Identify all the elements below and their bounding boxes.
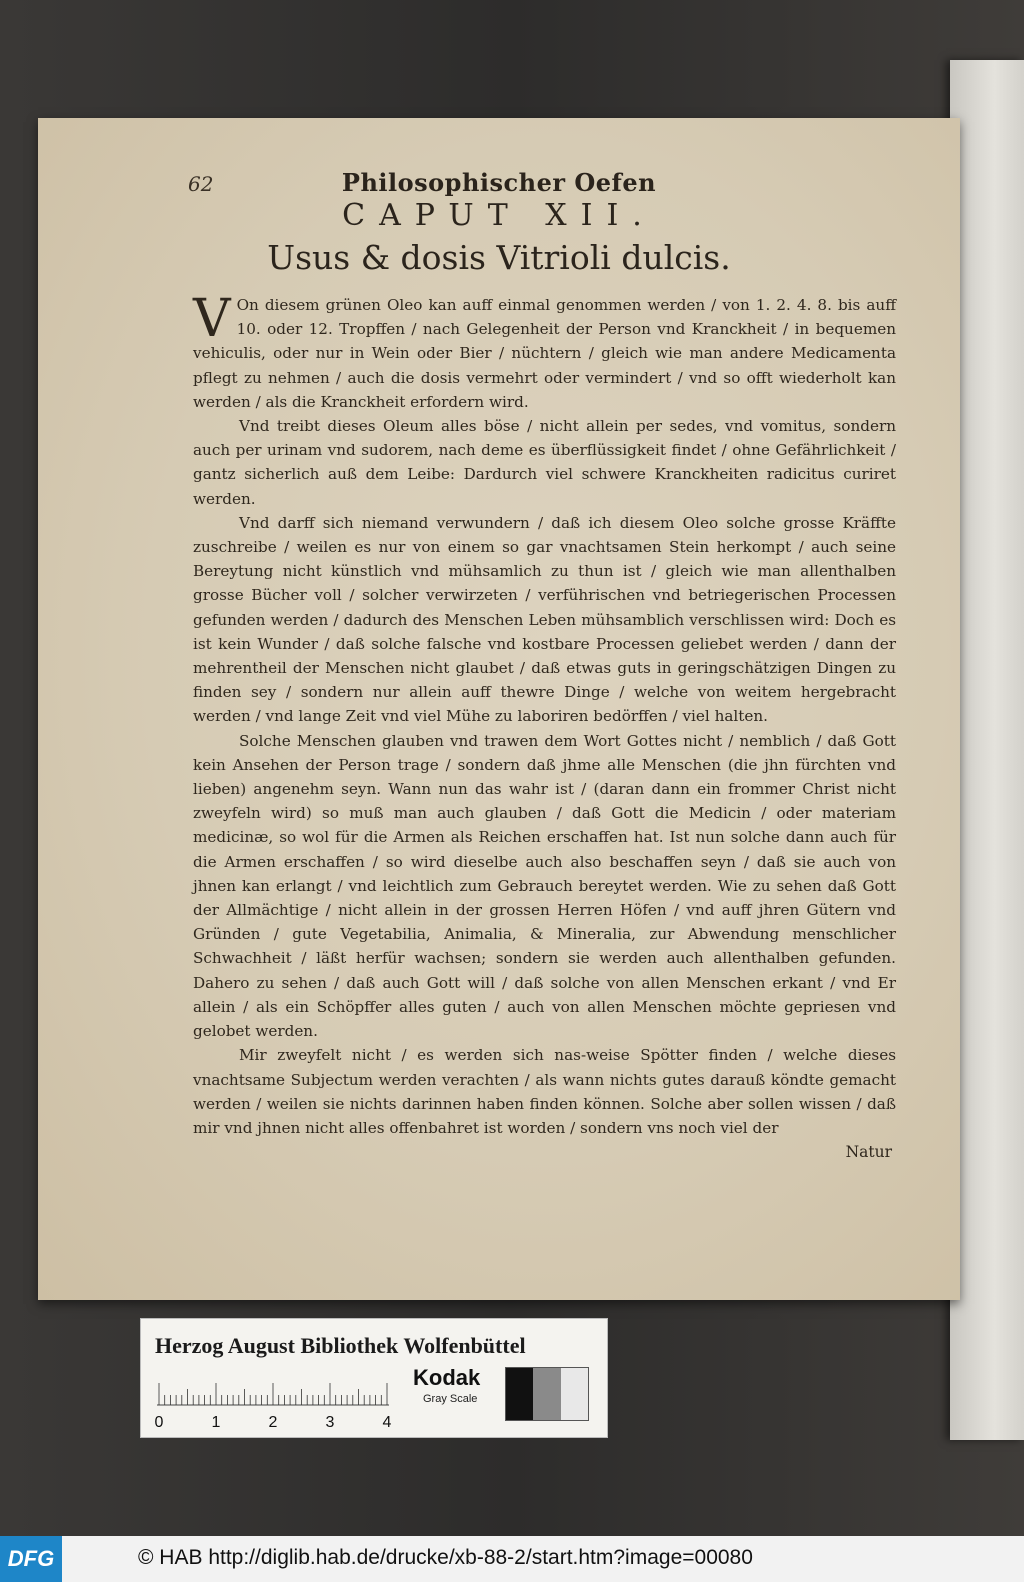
text-block bbox=[193, 289, 896, 1140]
gray-swatch bbox=[506, 1368, 533, 1420]
library-name: Herzog August Bibliothek Wolfenbüttel bbox=[155, 1333, 526, 1358]
running-head: Philosophischer Oefen bbox=[341, 168, 657, 197]
gray-scale-label: Gray Scale bbox=[423, 1393, 478, 1405]
paragraph: VOn diesem grünen Oleo kan auff einmal genommen werden / von 1. 2. 4. 8. bis auff 10. oder 12. Tropffen / nach Gelegenheit der Person vnd Kranckheit / in bequemen vehiculis, oder nur in Wein oder Bier / nüchtern / gleich wie man andere Medicamenta pflegt zu nehmen / auch die dosis vermehrt oder vermindert / vnd so offt wiederholt kan werden / als die Kranckheit erfordern wird. bbox=[193, 289, 896, 411]
chapter-heading: CAPUT XII. bbox=[342, 198, 656, 233]
gray-swatch bbox=[561, 1368, 588, 1420]
page-number: 62 bbox=[188, 172, 214, 196]
catchword: Natur bbox=[845, 1143, 892, 1161]
gray-scale-swatches bbox=[505, 1367, 589, 1421]
footer-bar bbox=[0, 1536, 1024, 1582]
ruler-label: 3 bbox=[325, 1414, 335, 1431]
gray-swatch bbox=[533, 1368, 560, 1420]
paragraph: Mir zweyfelt nicht / es werden sich nas-weise Spötter finden / welche dieses vnachtsame Subjectum werden verachten / als wann nichts gutes darauß köndte gemacht werden / weilen sie nichts darinnen haben finden können. Solche aber sollen wissen / daß mir vnd jhnen nicht alles offenbahret ist worden / sondern vns noch viel der bbox=[193, 1046, 896, 1137]
ruler-label: 2 bbox=[268, 1414, 278, 1431]
paragraph: Vnd treibt dieses Oleum alles böse / nicht allein per sedes, vnd vomitus, sondern auch per urinam vnd sudorem, nach deme es überflüssigkeit findet / ohne Gefährlichkeit / gantz sicherlich auß dem Leibe: Dardurch viel schwere Kranckheiten radicitus curiret werden. bbox=[193, 417, 896, 508]
paragraph: Vnd darff sich niemand verwundern / daß ich diesem Oleo solche grosse Kräffte zuschreibe / weilen es nur von einem so gar vnachtsamen Stein herkompt / auch seine Bereytung nicht künstlich vnd mühsamlich zu thun ist / gleich wie man allenthalben grosse Bücher voll / solcher verwirzeten / verführischen vnd betriegerischen Processen gefunden werden / dadurch des Menschen Leben mühsamblich verschlissen wird: Doch es ist kein Wunder / daß solche falsche vnd kostbare Processen geliebet werden / dann der mehrentheil der Menschen nicht glaubet / daß etwas guts in geringschätzigen Dingen zu finden sey / sondern nur allein auff thewre Dinge / welche von weitem hergebracht werden / vnd lange Zeit vnd viel Mühe zu laboriren bedörffen / viel halten. bbox=[193, 513, 896, 726]
ruler-label: 0 bbox=[154, 1414, 164, 1431]
ruler-label: 1 bbox=[211, 1414, 221, 1431]
copyright-url: © HAB http://diglib.hab.de/drucke/xb-88-2/start.htm?image=00080 bbox=[138, 1546, 753, 1569]
ruler-label: 4 bbox=[382, 1414, 392, 1431]
color-calibration-card bbox=[140, 1318, 608, 1438]
book-page bbox=[38, 118, 960, 1300]
kodak-logo: Kodak bbox=[413, 1365, 481, 1390]
ruler bbox=[154, 1375, 393, 1435]
chapter-title: Usus & dosis Vitrioli dulcis. bbox=[267, 238, 731, 277]
facing-page-edge bbox=[950, 60, 1024, 1440]
dfg-logo: DFG bbox=[0, 1536, 62, 1582]
paragraph: Solche Menschen glauben vnd trawen dem Wort Gottes nicht / nemblich / daß Gott kein Ansehen der Person trage / sondern daß jhme alle Menschen (die jhn fürchten vnd lieben) angenehm seyn. Wann nun das wahr ist / (daran dann ein frommer Christ nicht zweyfeln wird) so muß man auch glauben / daß Gott die Medicin / oder materiam medicinæ, so wol für die Armen als Reichen erschaffen hat. Ist nun solche dann auch für die Armen erschaffen / so wird dieselbe auch also beschaffen seyn / daß sie auch von jhnen kan erlangt / vnd leichtlich zum Gebrauch bereytet werden. Wie zu sehen daß Gott der Allmächtige / nicht allein in der grossen Herren Höfen / vnd auff jhren Gütern vnd Gründen / gute Vegetabilia, Animalia, & Mineralia, zur Abwendung menschlicher Schwachheit / läßt herfür wachsen; sondern sie werden auch allenthalben gefunden. Dahero zu sehen / daß auch Gott will / daß solche von allen Menschen erkant / vnd Er allein / als ein Schöpffer alles guten / auch von allen Menschen möchte gepriesen vnd gelobet werden. bbox=[193, 731, 896, 1041]
